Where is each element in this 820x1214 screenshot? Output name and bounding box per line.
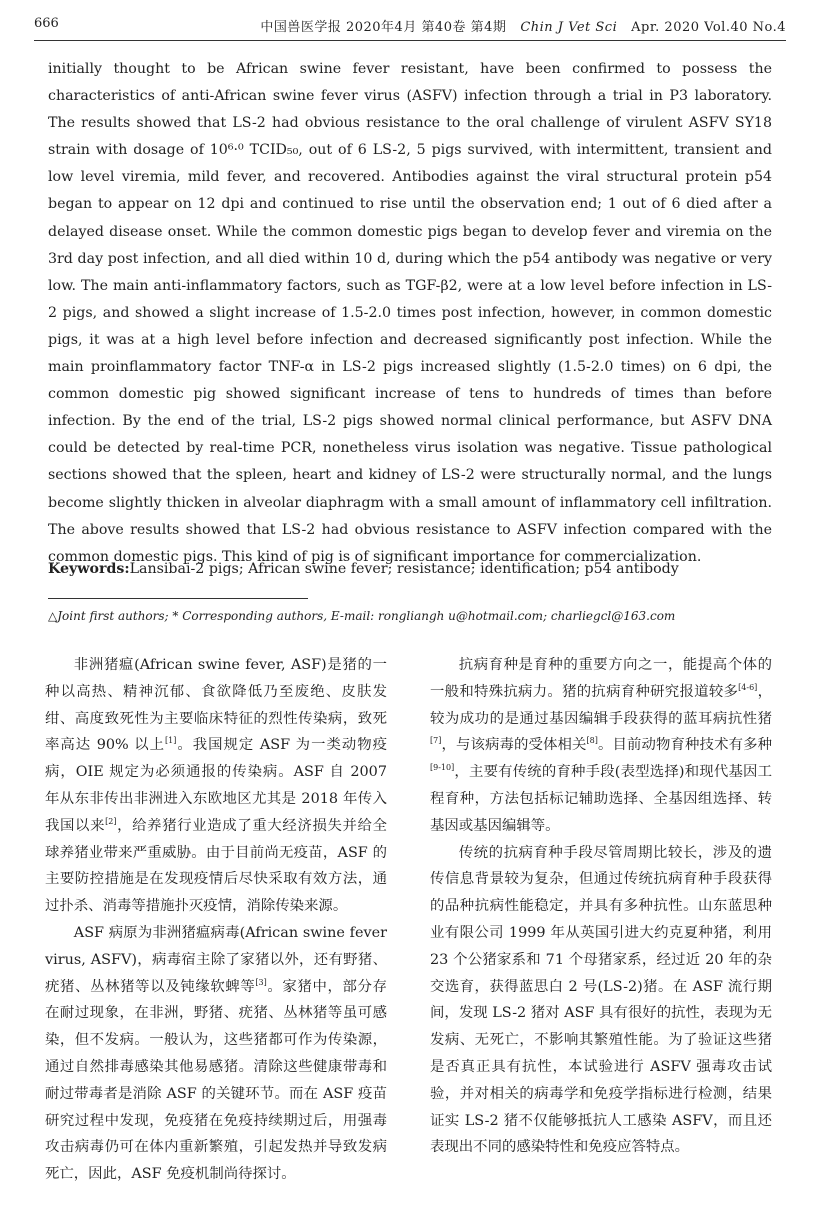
journal-info-cn: 中国兽医学报 2020年4月 第40卷 第4期 xyxy=(260,20,507,35)
running-header xyxy=(34,14,786,38)
abstract-text: initially thought to be African swine fever resistant, have been confirmed to possess the characteristics of anti-African swine fever virus (ASFV) infection through a trial in P3 laboratory. The results showed that LS-2 had obvious resistance to the oral challenge of virulent ASFV SY18 strain with dosage of 10⁶·⁰ TCID₅₀, out of 6 LS-2, 5 pigs survived, with intermittent, transient and low level viremia, mild fever, and recovered. Antibodies against the viral structural protein p54 began to appear on 12 dpi and continued to rise until the observation end; 1 out of 6 died after a delayed disease onset. While the common domestic pigs began to develop fever and viremia on the 3rd day post infection, and all died within 10 d, during which the p54 antibody was negative or very low. The main anti-inflammatory factors, such as TGF-β2, were at a low level before infection in LS-2 pigs, and showed a slight increase of 1.5-2.0 times post infection, however, in common domestic pigs, it was at a high level before infection and decreased significantly post infection. While the main proinflammatory factor TNF-α in LS-2 pigs increased slightly (1.5-2.0 times) on 6 dpi, the common domestic pig showed significant increase of tens to hundreds of times than before infection. By the end of the trial, LS-2 pigs showed normal clinical performance, but ASFV DNA could be detected by real-time PCR, nonetheless virus isolation was negative. Tissue pathological sections showed that the spleen, heart and kidney of LS-2 were structurally normal, and the lungs become slightly thicken in alveolar diaphragm with a small amount of inflammatory cell infiltration. The above results showed that LS-2 had obvious resistance to ASFV infection compared with the common domestic pigs. This kind of pig is of significant importance for commercialization. xyxy=(48,61,772,565)
citation-ref: [7] xyxy=(430,736,442,746)
header-rule xyxy=(34,40,786,41)
right-column xyxy=(430,652,772,1161)
keywords-line xyxy=(48,557,772,581)
keywords-text: Lansibai-2 pigs; African swine fever; resistance; identification; p54 antibody xyxy=(129,561,679,577)
issue-info-en: Apr. 2020 Vol.40 No.4 xyxy=(631,20,786,35)
citation-ref: [1] xyxy=(165,736,177,746)
english-abstract xyxy=(48,56,772,571)
journal-info-en: Chin J Vet Sci xyxy=(520,20,618,35)
citation-ref: [8] xyxy=(586,736,598,746)
citation-ref: [4-6] xyxy=(738,683,758,692)
left-paragraph-2: ASF 病原为非洲猪瘟病毒(African swine fever virus, ASFV)，病毒宿主除了家猪以外，还有野猪、疣猪、丛林猪等以及钝缘软蜱等[3]。家猪中，部分存在耐过现象，在非洲，野猪、疣猪、丛林猪等虽可感染，但不发病。一般认为，这些猪都可作为传染源，通过自然排毒感染其他易感猪。清除这些健康带毒和耐过带毒者是消除 ASF 的关键环节。而在 ASF 疫苗研究过程中发现，免疫猪在免疫持续期过后，用强毒攻击病毒仍可在体内重新繁殖，引起发热并导致发病死亡，因此，ASF 免疫机制尚待探讨。 xyxy=(45,924,387,1183)
journal-info xyxy=(260,16,786,35)
citation-ref: [2] xyxy=(105,816,117,826)
left-column xyxy=(45,652,387,1188)
footnote-rule xyxy=(48,598,308,599)
left-paragraph-1: 非洲猪瘟(African swine fever, ASF)是猪的一种以高热、精神沉郁、食欲降低乃至废绝、皮肤发绀、高度致死性为主要临床特征的烈性传染病，致死率高达 90% 以上[1]。我国规定 ASF 为一类动物疫病，OIE 规定为必须通报的传染病。ASF 自 2007 年从东非传出非洲进入东欧地区尤其是 2018 年传入我国以来[2]，给养猪行业造成了重大经济损失并给全球养猪业带来严重威胁。由于目前尚无疫苗，ASF 的主要防控措施是在发现疫情后尽快采取有效方法，通过扑杀、消毒等措施扑灭疫情，消除传染来源。 xyxy=(45,657,387,915)
right-paragraph-1: 抗病育种是育种的重要方向之一，能提高个体的一般和特殊抗病力。猪的抗病育种研究报道较多[4-6]，较为成功的是通过基因编辑手段获得的蓝耳病抗性猪[7]，与该病毒的受体相关[8]。目前动物育种技术有多种[9-10]，主要有传统的育种手段(表型选择)和现代基因工程育种，方法包括标记辅助选择、全基因组选择、转基因或基因编辑等。 xyxy=(430,657,772,834)
keywords-label: Keywords: xyxy=(48,561,130,577)
author-footnote: △Joint first authors; * Corresponding authors, E-mail: rongliangh u@hotmail.com; charliegcl@163.com xyxy=(48,609,676,623)
page-number: 666 xyxy=(34,16,59,31)
citation-ref: [3] xyxy=(255,977,267,987)
right-paragraph-2: 传统的抗病育种手段尽管周期比较长，涉及的遗传信息背景较为复杂，但通过传统抗病育种手段获得的品种抗病性能稳定，并具有多种抗性。山东蓝思种业有限公司 1999 年从英国引进大约克夏种猪，利用 23 个公猪家系和 71 个母猪家系，经过近 20 年的杂交选育，获得蓝思白 2 号(LS-2)猪。在 ASF 流行期间，发现 LS-2 猪对 ASF 具有很好的抗性，表现为无发病、无死亡，不影响其繁殖性能。为了验证这些猪是否真正具有抗性，本试验进行 ASFV 强毒攻击试验，并对相关的病毒学和免疫学指标进行检测，结果证实 LS-2 猪不仅能够抵抗人工感染 ASFV，而且还表现出不同的感染特性和免疫应答特点。 xyxy=(430,844,772,1156)
citation-ref: [9-10] xyxy=(430,763,455,773)
